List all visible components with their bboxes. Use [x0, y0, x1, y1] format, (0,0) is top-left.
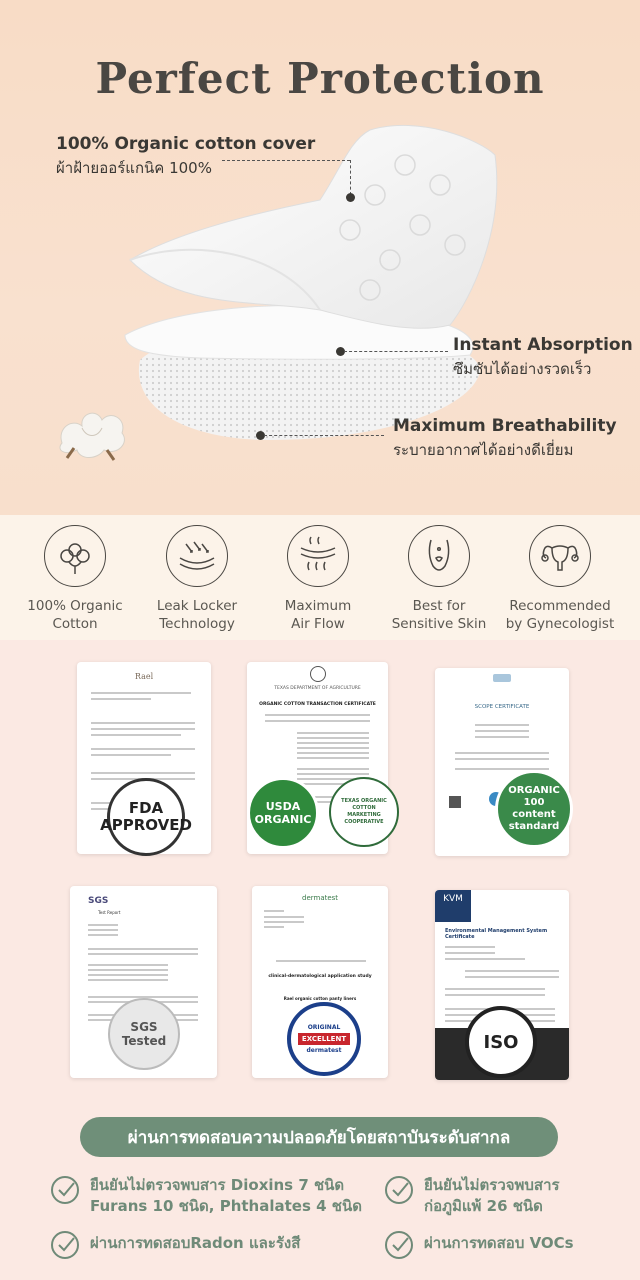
doc-heading: TEXAS DEPARTMENT OF AGRICULTURE: [274, 686, 361, 691]
feature-label: Recommended by Gynecologist: [505, 598, 615, 632]
claim-radon: [50, 1230, 300, 1260]
doc-heading: Rael: [134, 672, 154, 681]
iso-badge: ISO: [465, 1006, 537, 1078]
claim-allergens: [384, 1175, 560, 1217]
callout-breathability: [393, 416, 617, 462]
sensitive-skin-icon: [408, 525, 470, 587]
check-circle-icon: [384, 1175, 414, 1205]
seal-icon: [310, 666, 326, 682]
safety-banner: ผ่านการทดสอบความปลอดภัยโดยสถาบันระดับสากล: [80, 1117, 558, 1157]
logo-icon: [493, 674, 511, 682]
fda-approved-badge: FDA APPROVED: [107, 778, 185, 856]
leader-line: [350, 160, 351, 195]
doc-heading: SGS: [88, 896, 109, 906]
check-circle-icon: [384, 1230, 414, 1260]
feature-label: Maximum Air Flow: [284, 598, 352, 632]
page-title: Perfect Protection: [95, 54, 545, 103]
claim-text: ยืนยันไม่ตรวจพบสาร ก่อภูมิแพ้ 26 ชนิด: [424, 1176, 560, 1215]
kvm-logo: KVM: [435, 890, 471, 922]
uterus-icon: [529, 525, 591, 587]
feature-label: Leak Locker Technology: [156, 598, 238, 632]
usda-organic-badge: USDA ORGANIC: [247, 777, 319, 849]
feature-gynecologist: [496, 525, 624, 633]
leader-line: [344, 351, 448, 352]
claim-vocs: [384, 1230, 574, 1260]
doc-heading: SCOPE CERTIFICATE: [474, 704, 530, 710]
texas-organic-cotton-badge: TEXAS ORGANIC COTTON MARKETING COOPERATIVE: [329, 777, 399, 847]
doc-heading: dermatest: [302, 894, 339, 902]
leak-locker-icon: [166, 525, 228, 587]
doc-subheading: Environmental Management System Certificate: [445, 928, 548, 940]
callout-subtitle: ระบายอากาศได้อย่างดีเยี่ยม: [393, 441, 574, 459]
doc-note: Rael organic cotton panty liners: [283, 996, 357, 1001]
qr-code: [449, 796, 461, 808]
air-flow-icon: [287, 525, 349, 587]
leader-line: [264, 435, 384, 436]
claim-dioxins: [50, 1175, 362, 1217]
feature-organic-cotton: [11, 525, 139, 633]
doc-subheading: Test Report: [98, 910, 121, 915]
doc-subheading: clinical-dermatological application study: [268, 974, 372, 979]
feature-label: 100% Organic Cotton: [27, 598, 123, 632]
leader-dot: [346, 193, 355, 202]
doc-subheading: ORGANIC COTTON TRANSACTION CERTIFICATE: [259, 702, 376, 707]
callout-subtitle: ซึมซับได้อย่างรวดเร็ว: [453, 360, 592, 378]
callout-title: Instant Absorption: [453, 335, 633, 355]
feature-air-flow: [254, 525, 382, 633]
claim-text: ยืนยันไม่ตรวจพบสาร Dioxins 7 ชนิด Furans 10 ชนิด, Phthalates 4 ชนิด: [90, 1176, 362, 1215]
feature-label: Best for Sensitive Skin: [391, 598, 487, 632]
claim-text: ผ่านการทดสอบRadon และรังสี: [90, 1234, 301, 1252]
cotton-image: [52, 388, 132, 463]
cotton-boll-icon: [44, 525, 106, 587]
callout-title: 100% Organic cotton cover: [56, 134, 316, 154]
feature-sensitive-skin: [375, 525, 503, 633]
hero-section: [0, 0, 640, 515]
callout-instant-absorption: [453, 335, 633, 381]
claim-text: ผ่านการทดสอบ VOCs: [424, 1234, 574, 1252]
organic-100-badge: ORGANIC 100 content standard: [495, 770, 573, 848]
callout-subtitle: ผ้าฝ้ายออร์แกนิค 100%: [56, 159, 212, 177]
check-circle-icon: [50, 1175, 80, 1205]
feature-leak-locker: [133, 525, 261, 633]
callout-title: Maximum Breathability: [393, 416, 617, 436]
leader-line: [222, 160, 350, 161]
dermatest-excellent-badge: ORIGINAL EXCELLENT dermatest: [287, 1002, 361, 1076]
callout-organic-cover: [56, 134, 315, 180]
check-circle-icon: [50, 1230, 80, 1260]
sgs-tested-badge: SGS Tested: [108, 998, 180, 1070]
features-row: [0, 515, 640, 640]
